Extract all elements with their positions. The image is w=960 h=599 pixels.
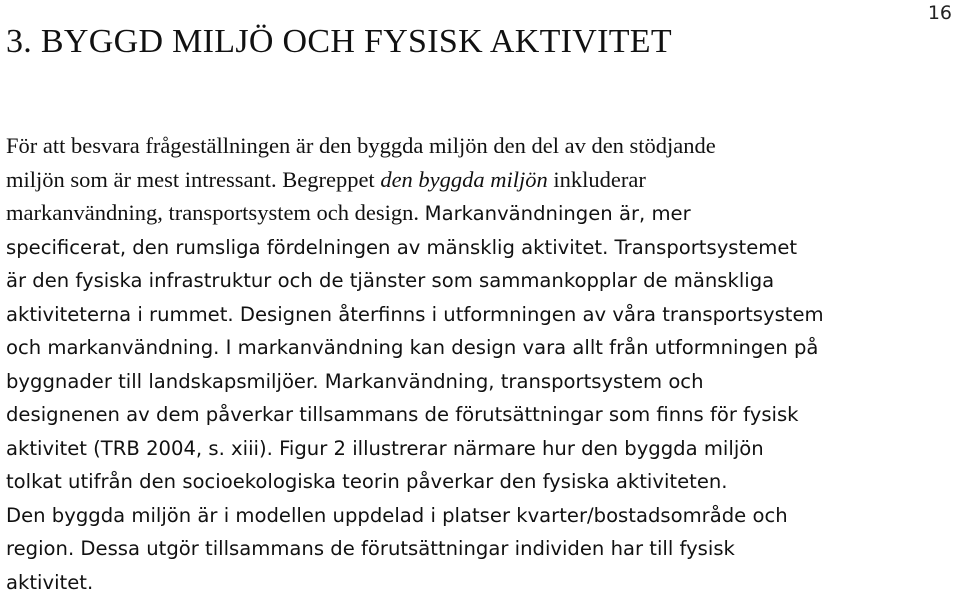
body-line-1: För att besvara frågeställningen är den byggda miljön den del av den stödjande xyxy=(6,129,951,163)
body-line-12: Den byggda miljön är i modellen uppdelad i platser kvarter/bostadsområde och xyxy=(6,499,951,533)
body-paragraph xyxy=(6,129,951,599)
section-heading: 3. BYGGD MILJÖ OCH FYSISK AKTIVITET xyxy=(6,22,672,62)
body-line-5: är den fysiska infrastruktur och de tjänster som sammankopplar de mänskliga xyxy=(6,264,951,298)
italic-term: den byggda miljön xyxy=(380,167,547,192)
body-text: miljön som är mest intressant. Begreppet xyxy=(6,167,380,192)
body-line-4: specificerat, den rumsliga fördelningen av mänsklig aktivitet. Transportsystemet xyxy=(6,231,951,265)
body-line-10: aktivitet (TRB 2004, s. xiii). Figur 2 illustrerar närmare hur den byggda miljön xyxy=(6,432,951,466)
body-text: inkluderar xyxy=(548,167,646,192)
body-line-9: designenen av dem påverkar tillsammans de förutsättningar som finns för fysisk xyxy=(6,398,951,432)
body-text: Markanvändningen är, mer xyxy=(425,202,691,225)
body-text: markanvändning, transportsystem och design. xyxy=(6,200,425,225)
body-line-2 xyxy=(6,163,951,197)
body-line-11: tolkat utifrån den socioekologiska teorin påverkar den fysiska aktiviteten. xyxy=(6,465,951,499)
body-line-13: region. Dessa utgör tillsammans de förutsättningar individen har till fysisk xyxy=(6,532,951,566)
body-line-3 xyxy=(6,196,951,231)
body-line-14: aktivitet. xyxy=(6,566,951,599)
body-line-6: aktiviteterna i rummet. Designen återfinns i utformningen av våra transportsystem xyxy=(6,298,951,332)
page-number: 16 xyxy=(928,2,952,24)
body-line-7: och markanvändning. I markanvändning kan design vara allt från utformningen på xyxy=(6,331,951,365)
body-line-8: byggnader till landskapsmiljöer. Markanvändning, transportsystem och xyxy=(6,365,951,399)
